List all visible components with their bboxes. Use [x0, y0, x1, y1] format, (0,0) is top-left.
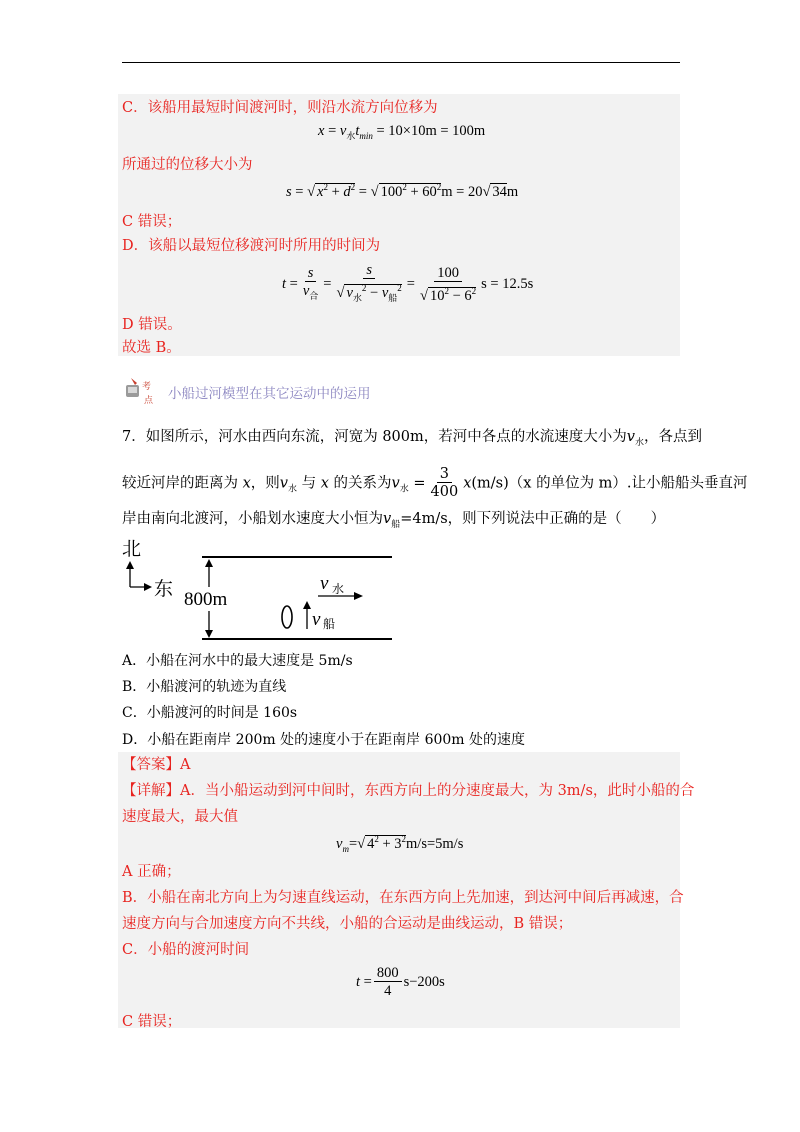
- svg-text:船: 船: [323, 617, 336, 631]
- question-line-2: 较近河岸的距离为 x，则$v_水$ 与 x 的关系为$v_水$ = $\frac{3}{400}$ x(m/s)（x 的单位为 m）.让小船船头垂直河: [122, 466, 748, 500]
- c-wrong: C 错误；: [122, 214, 182, 230]
- d-equation: t = $\frac{s}{v_合}$ = $\frac{s}{√ v_水^2 - v_船^2}$ = $\frac{100}{√ 10^2 - 6^2}$ s = 12.5s: [282, 262, 534, 304]
- answer-b-line-1: B．小船在南北方向上为匀速直线运动，在东西方向上先加速，到达河中间后再减速，合: [122, 890, 684, 906]
- answer-label: 【答案】A: [122, 757, 191, 773]
- north-label: 北: [122, 538, 142, 560]
- answer-c-equation: t = $\frac{800}{4}$ s−200s: [356, 965, 445, 999]
- answer-a-equation: $v_m=√$ $4^2 + 3^2m/s=5m/s$: [336, 834, 464, 854]
- svg-text:考: 考: [142, 382, 152, 392]
- svg-text:水: 水: [332, 582, 345, 596]
- answer-a-line-2: 速度最大，最大值: [122, 809, 238, 825]
- question-line-1: 7．如图所示，河水由西向东流，河宽为 800m，若河中各点的水流速度大小为$v_水$，各点到: [122, 429, 702, 448]
- d-wrong: D 错误。: [122, 317, 182, 333]
- option-b: B．小船渡河的轨迹为直线: [122, 679, 287, 695]
- boat-icon: [282, 606, 292, 628]
- river-diagram: [118, 535, 408, 651]
- exam-point-icon: [122, 375, 162, 409]
- c-equation: $x = v_水t_{min} = 10\times 10m = 100m$: [318, 123, 486, 141]
- option-a: A．小船在河水中的最大速度是 5m/s: [122, 653, 353, 669]
- header-rule: [122, 62, 680, 63]
- answer-c-line-1: C．小船的渡河时间: [122, 942, 250, 958]
- topic-text: 小船过河模型在其它运动中的运用: [168, 386, 371, 402]
- c-disp-label: 所通过的位移大小为: [122, 157, 253, 173]
- answer-a-right: A 正确；: [122, 864, 181, 880]
- width-label: 800m: [184, 589, 228, 610]
- question-line-3: 岸由南向北渡河，小船划水速度大小恒为$v_船=4m/s$，则下列说法中正确的是（ ）: [122, 511, 666, 530]
- option-d: D．小船在距南岸 200m 处的速度小于在距南岸 600m 处的速度: [122, 732, 526, 748]
- c-disp-equation: s = √ $x^2 + d^2$ = √ $100^2 + 60^2m = 20√$ 34m: [286, 182, 519, 200]
- answer-c-wrong: C 错误；: [122, 1014, 182, 1030]
- topic-tag: [122, 375, 371, 409]
- answer-b-line-2: 速度方向与合加速度方向不共线，小船的合运动是曲线运动，B 错误；: [122, 916, 573, 932]
- svg-text:点: 点: [144, 396, 154, 406]
- d-intro: D．该船以最短位移渡河时所用的时间为: [122, 238, 381, 254]
- conclusion: 故选 B。: [122, 340, 181, 356]
- c-intro: C．该船用最短时间渡河时，则沿水流方向位移为: [122, 100, 438, 116]
- option-c: C．小船渡河的时间是 160s: [122, 705, 298, 721]
- svg-text:v: v: [312, 609, 321, 630]
- east-label: 东: [154, 578, 174, 600]
- answer-a-line-1: 【详解】A．当小船运动到河中间时，东西方向上的分速度最大，为 3m/s，此时小船的合: [122, 783, 695, 799]
- svg-text:v: v: [320, 573, 329, 594]
